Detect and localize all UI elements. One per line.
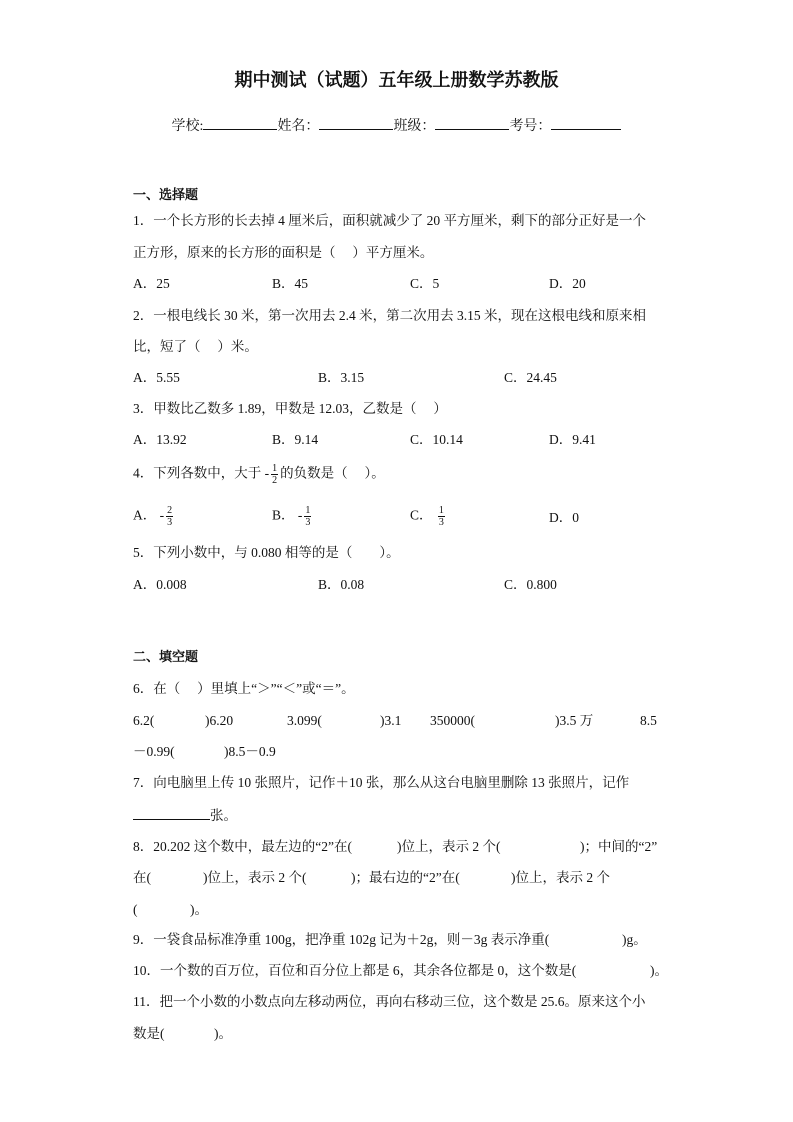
question-text: )位上，表示 2 个( [397,839,501,854]
question-text: 10．一个数的百万位，百位和百分位上都是 6，其余各位都是 0，这个数是( [133,963,577,978]
numerator: 2 [167,505,173,516]
option-d[interactable]: D．9.41 [549,432,596,447]
fraction [438,505,445,528]
option-value: 0 [572,510,579,525]
question-text: 正方形，原来的长方形的面积是（ ）平方厘米。 [133,245,434,260]
comparison-text: )3.1 [380,713,402,728]
option-c[interactable]: C．0.800 [504,577,557,592]
question-text: 8．20.202 这个数中，最左边的“2”在( [133,839,352,854]
option-a[interactable]: A．25 [133,276,170,291]
comparison-text: )8.5－0.9 [224,744,276,759]
denominator: 3 [438,517,444,528]
option-label: A． [133,507,157,523]
option-b[interactable]: B．45 [272,276,309,291]
option-a[interactable]: A．0.008 [133,577,187,592]
question-text: 2．一根电线长 30 米，第一次用去 2.4 米，第二次用去 3.15 米，现在这根电线和原来相 [133,308,646,323]
sign: - [297,507,303,523]
question-text: 9．一袋食品标准净重 100g，把净重 102g 记为＋2g，则－3g 表示净重( [133,932,550,947]
option-b[interactable]: B．3.15 [318,370,365,385]
option-d[interactable] [549,509,579,527]
question-text: )g。 [622,932,647,947]
comparison-text: 8.5 [640,713,657,728]
comparison-text: －0.99( [133,744,175,759]
question-text-part: 4．下列各数中，大于 - [133,465,270,481]
school-label: 学校: [171,119,204,134]
class-field[interactable] [435,116,509,130]
section-heading-fill: 二、填空题 [133,650,199,665]
option-a[interactable]: A．5.55 [133,370,180,385]
question-text: )。 [214,1026,232,1041]
comparison-text: 350000( [430,713,475,728]
question-text: 5．下列小数中，与 0.080 相等的是（ ）。 [133,545,400,560]
comparison-text: 6.2( [133,713,155,728]
question-text [133,463,385,486]
option-b[interactable] [272,505,313,528]
question-text: )；最右边的“2”在( [351,870,460,885]
option-label: B． [272,507,295,523]
numerator: 1 [305,505,311,516]
question-text-part: 的负数是（ ）。 [280,465,385,481]
question-text: 11．把一个小数的小数点向左移动两位，再向右移动三位，这个数是 25.6。原来这个小 [133,994,646,1009]
question-text: 7．向电脑里上传 10 张照片，记作＋10 张，那么从这台电脑里删除 13 张照片，记作 [133,775,630,790]
fraction [166,505,173,528]
name-field[interactable] [319,116,393,130]
denominator: 3 [167,517,173,528]
school-field[interactable] [203,116,277,130]
question-text: )。 [650,963,668,978]
question-text [133,806,237,825]
number-label: 考号： [509,119,552,134]
option-c[interactable]: C．10.14 [410,432,463,447]
comparison-text: )3.5 万 [555,713,594,728]
question-text: )。 [190,902,208,917]
option-c[interactable] [410,505,447,528]
option-c[interactable]: C．24.45 [504,370,557,385]
section-heading-choice: 一、选择题 [133,188,199,203]
question-text-part: 张。 [210,808,237,823]
question-text: 在( [133,870,151,885]
option-b[interactable]: B．0.08 [318,577,365,592]
question-text: 1．一个长方形的长去掉 4 厘米后，面积就减少了 20 平方厘米，剩下的部分正好是一个 [133,213,646,228]
numerator: 1 [438,505,444,516]
question-text: )位上，表示 2 个 [511,870,610,885]
question-text: 数是( [133,1026,165,1041]
fraction [271,463,278,486]
number-field[interactable] [551,116,621,130]
class-label: 班级： [393,119,436,134]
sign: - [159,507,165,523]
option-a[interactable] [133,505,175,528]
question-text: ( [133,902,138,917]
option-label: C． [410,507,433,523]
fraction [304,505,311,528]
student-info-line [0,116,793,136]
option-d[interactable]: D．20 [549,276,586,291]
name-label: 姓名： [277,119,320,134]
question-text: )位上，表示 2 个( [203,870,307,885]
answer-blank[interactable] [133,806,210,820]
numerator: 1 [272,463,278,474]
option-c[interactable]: C．5 [410,276,440,291]
question-text: 6．在（ ）里填上“＞”“＜”或“＝”。 [133,681,355,696]
page-title: 期中测试（试题）五年级上册数学苏教版 [234,70,559,91]
denominator: 2 [272,475,278,486]
denominator: 3 [305,517,311,528]
question-text: )；中间的“2” [580,839,658,854]
option-b[interactable]: B．9.14 [272,432,319,447]
question-text: 比，短了（ ）米。 [133,339,258,354]
option-label: D． [549,510,573,525]
option-a[interactable]: A．13.92 [133,432,187,447]
question-text: 3．甲数比乙数多 1.89，甲数是 12.03，乙数是（ ） [133,401,447,416]
comparison-text: )6.20 [205,713,234,728]
comparison-text: 3.099( [287,713,322,728]
